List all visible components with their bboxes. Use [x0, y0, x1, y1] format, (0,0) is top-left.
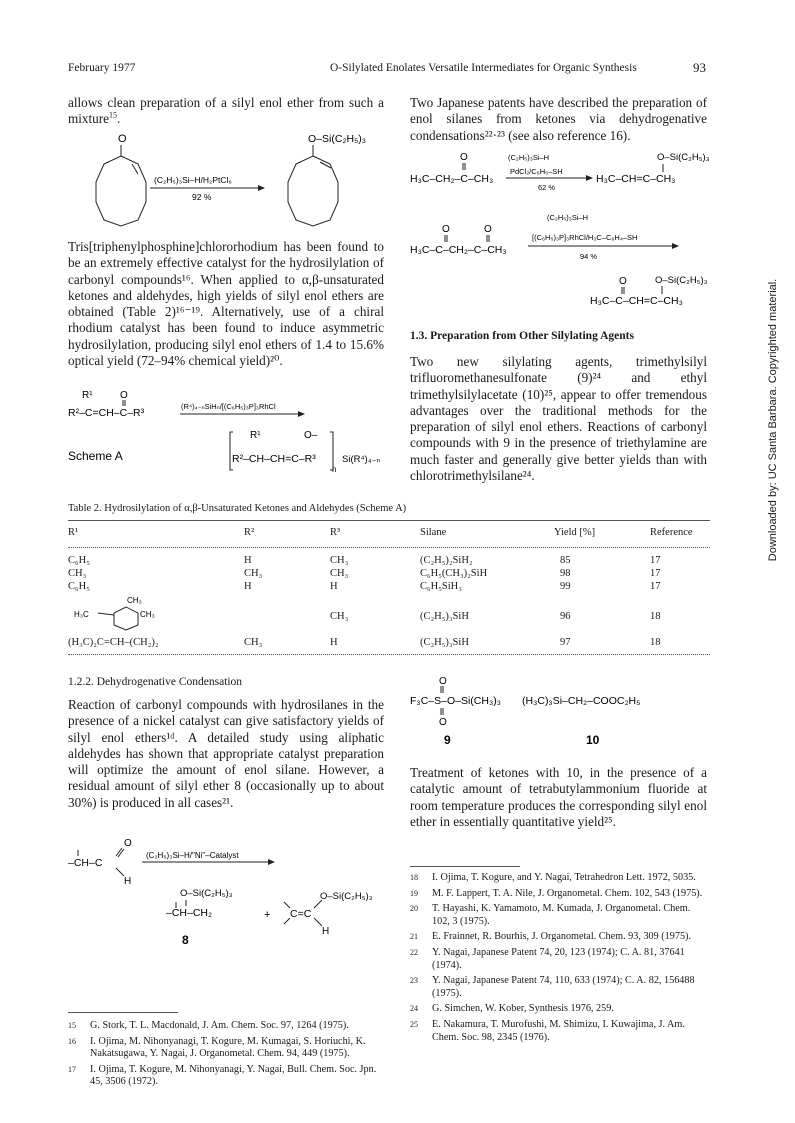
scheme-hydrosilylation-cyclic: [68, 128, 388, 238]
footnote: 25 E. Nakamura, T. Murofushi, M. Shimizu, I. Kuwajima, J. Am. Chem. Soc. 98, 2345 (1976).: [410, 1018, 685, 1043]
svg-text:O–Si(C₂H₅)₃: O–Si(C₂H₅)₃: [655, 275, 708, 286]
scheme-dehydrogenative-2: [410, 210, 710, 310]
svg-text:CH₃: CH₃: [127, 596, 142, 605]
footnote: 21 E. Frainnet, R. Bourhis, J. Organometal. Chem. 93, 309 (1975).: [410, 931, 692, 943]
left-paragraph-1: allows clean preparation of a silyl enol ether from such a mixture$^{15}$.: [68, 95, 384, 127]
svg-text:H₃C–CH₂–C–CH₃: H₃C–CH₂–C–CH₃: [410, 173, 494, 185]
svg-text:O: O: [124, 838, 132, 849]
section-heading-1-2-2: 1.2.2. Dehydrogenative Condensation: [68, 676, 243, 688]
footnote: 20 T. Hayashi, K. Yamamoto, M. Kumada, J. Organometal. Chem. 102, 3 (1975).: [410, 903, 691, 927]
left-paragraph-2: Tris[triphenylphosphine]chlororhodium has been found to be an extremely effective catalyst for the hydrosilylation of carbonyl compounds¹⁶. When applied to α,β-unsaturated ketones and aldehydes, high yields of silyl enol ethers are obtained (Table 2)¹⁶⁻¹⁹. Alternatively, use of a chiral rhodium catalyst has been found to induce asymmetric hydrosilylation, producing silyl enol ethers of 1.4 to 15.6% optical yield (72–94% chemical yield)²⁰.: [68, 239, 384, 369]
table-row: CH₃ (C₂H₅)₃SiH 96 18: [330, 611, 661, 622]
right-paragraph-2: Two new silylating agents, trimethylsilyl trifluoromethanesulfonate (9)²⁴ and ethyl trimethylsilylacetate (10)²⁵, appear to offer tremendous advantages over the traditional methods for the preparation of silyl enol ethers. Reactions of carbonyl compounds with 9 in the presence of triethylamine are much faster and generally give better yields than with chlorotrimethylsilane²⁴.: [410, 354, 707, 484]
svg-text:CH₃: CH₃: [140, 610, 155, 619]
running-date: February 1977: [68, 62, 136, 74]
svg-text:O: O: [439, 717, 447, 728]
svg-text:n: n: [332, 465, 337, 474]
svg-text:62 %: 62 %: [538, 183, 556, 192]
compound-8-label: 8: [182, 933, 189, 947]
svg-text:O: O: [439, 676, 447, 687]
svg-text:R¹: R¹: [250, 430, 261, 441]
svg-text:R²–C=CH–C–R³: R²–C=CH–C–R³: [68, 407, 145, 419]
table-caption: Table 2. Hydrosilylation of α,β-Unsaturated Ketones and Aldehydes (Scheme A): [68, 503, 407, 514]
svg-text:H: H: [124, 876, 132, 887]
svg-text:O–: O–: [304, 430, 318, 441]
svg-text:R¹: R¹: [82, 390, 93, 401]
svg-text:(C₂H₅)₃Si–H/H₂PtCl₆: (C₂H₅)₃Si–H/H₂PtCl₆: [154, 175, 232, 185]
footnote: 18 I. Ojima, T. Kogure, and Y. Nagai, Tetrahedron Lett. 1972, 5035.: [410, 872, 696, 883]
scheme-a: [68, 388, 388, 478]
table-2: [68, 527, 710, 667]
svg-text:H₃C: H₃C: [74, 610, 89, 619]
svg-text:R²–CH–CH=C–R³: R²–CH–CH=C–R³: [232, 453, 316, 465]
footnote: 17 I. Ojima, T. Kogure, M. Nihonyanagi, Y. Nagai, Bull. Chem. Soc. Jpn. 45, 3506 (1972).: [68, 1063, 377, 1088]
scheme-a-label: Scheme A: [68, 449, 123, 463]
svg-text:O: O: [619, 276, 627, 287]
compound-9-label: 9: [444, 733, 451, 746]
left-paragraph-3: Reaction of carbonyl compounds with hydrosilanes in the presence of a nickel catalyst can give satisfactory yields of silyl enol ethers¹ᵈ. A detailed study using aliphatic aldehydes has shown that appropriate catalyst preparation will optimize the amount of enol silane. However, a residual amount of silyl ether 8 (occasionally up to about 30%) is produced in all cases²¹.: [68, 697, 384, 810]
footnote: 24 G. Simchen, W. Kober, Synthesis 1976, 259.: [410, 1003, 614, 1015]
svg-text:–CH–CH₂: –CH–CH₂: [166, 907, 213, 919]
svg-text:F₃C–S–O–Si(CH₃)₃: F₃C–S–O–Si(CH₃)₃: [410, 695, 502, 707]
svg-text:–CH–C: –CH–C: [68, 857, 103, 869]
section-heading-1-3: 1.3. Preparation from Other Silylating Agents: [410, 330, 634, 342]
svg-text:[(C₆H₅)₃P]₃RhCl/H₃C–C₆H₄–SH: [(C₆H₅)₃P]₃RhCl/H₃C–C₆H₄–SH: [532, 233, 638, 242]
compounds-9-10: [410, 674, 710, 746]
svg-text:94 %: 94 %: [580, 252, 598, 261]
table-row: (H₃C)₂C=CH–(CH₂)₂ CH₃ H (C₂H₅)₃SiH 97 18: [68, 637, 661, 648]
scheme-dehydrogenative-1: [410, 150, 710, 198]
table-row: C₆H₅ H H C₆H₅SiH₃ 99 17: [68, 581, 661, 592]
footnotes-right: [410, 872, 707, 1047]
svg-text:(R⁴)₄₋ₙSiHₙ/[(C₆H₅)₃P]₃RhCl: (R⁴)₄₋ₙSiHₙ/[(C₆H₅)₃P]₃RhCl: [181, 402, 276, 411]
footnote: 16 I. Ojima, M. Nihonyanagi, T. Kogure, M. Kumagai, S. Horiuchi, K. Nakatsugawa, Y. Nagai, J. Organometal. Chem. 94, 449 (1975).: [68, 1035, 366, 1060]
svg-text:O–Si(C₂H₅)₃: O–Si(C₂H₅)₃: [308, 133, 367, 145]
svg-text:+: +: [264, 909, 271, 921]
scheme-nickel-hydrosilylation: [68, 836, 388, 960]
right-paragraph-3: Treatment of ketones with 10, in the presence of a catalytic amount of tetrabutylammonium fluoride at room temperature produces the corresponding silyl enol ether in essentially quantitative yield²⁵.: [410, 765, 707, 829]
svg-text:(C₂H₅)₃Si–H/"Ni"–Catalyst: (C₂H₅)₃Si–H/"Ni"–Catalyst: [146, 851, 239, 860]
svg-text:O–Si(C₂H₅)₃: O–Si(C₂H₅)₃: [657, 152, 710, 163]
table-row: CH₃ CH₃ CH₃ C₆H₅(CH₃)₂SiH 98 17: [68, 568, 661, 579]
table-header-row: R¹ R² R³ Silane Yield [%] Reference: [68, 527, 693, 538]
svg-text:(H₃C)₃Si–CH₂–COOC₂H₅: (H₃C)₃Si–CH₂–COOC₂H₅: [522, 695, 641, 707]
page-number: 93: [693, 60, 706, 75]
svg-text:H₃C–CH=C–CH₃: H₃C–CH=C–CH₃: [596, 173, 676, 185]
download-watermark: Downloaded by: UC Santa Barbara. Copyrighted material.: [767, 278, 779, 562]
svg-text:O: O: [460, 152, 468, 163]
svg-text:H: H: [322, 926, 330, 937]
svg-text:H₃C–C–CH=C–CH₃: H₃C–C–CH=C–CH₃: [590, 295, 683, 307]
footnote: 23 Y. Nagai, Japanese Patent 74, 110, 633 (1974); C. A. 82, 156488 (1975).: [410, 975, 695, 999]
compound-10-label: 10: [586, 733, 600, 746]
svg-text:(C₂H₅)₃Si–H: (C₂H₅)₃Si–H: [547, 213, 589, 222]
footnotes-left: [68, 1020, 384, 1092]
svg-text:PdCl₂/C₆H₅–SH: PdCl₂/C₆H₅–SH: [510, 167, 563, 176]
running-title: O-Silylated Enolates Versatile Intermediates for Organic Synthesis: [330, 62, 637, 74]
svg-text:O: O: [442, 224, 450, 235]
svg-text:O–Si(C₂H₅)₃: O–Si(C₂H₅)₃: [320, 891, 373, 902]
svg-text:O: O: [118, 133, 127, 145]
right-paragraph-1: Two Japanese patents have described the preparation of enol silanes from ketones via dehydrogenative condensations²²·²³ (see also reference 16).: [410, 95, 707, 143]
svg-text:H₃C–C–CH₂–C–CH₃: H₃C–C–CH₂–C–CH₃: [410, 244, 507, 256]
footnote: 22 Y. Nagai, Japanese Patent 74, 20, 123 (1974); C. A. 81, 37641 (1974).: [410, 946, 685, 971]
svg-text:Si(R⁴)₄₋ₙ: Si(R⁴)₄₋ₙ: [342, 454, 381, 465]
svg-text:(C₂H₅)₃Si–H: (C₂H₅)₃Si–H: [508, 153, 550, 162]
svg-text:92 %: 92 %: [192, 192, 212, 202]
svg-text:O: O: [120, 390, 128, 401]
footnote: 19 M. F. Lappert, T. A. Nile, J. Organometal. Chem. 102, 543 (1975).: [410, 887, 703, 899]
svg-text:C=C: C=C: [290, 908, 312, 920]
table-row: C₆H₅ H CH₃ (C₂H₅)₂SiH₂ 85 17: [68, 555, 661, 566]
footnote: 15 G. Stork, T. L. Macdonald, J. Am. Chem. Soc. 97, 1264 (1975).: [68, 1020, 349, 1031]
svg-text:O–Si(C₂H₅)₃: O–Si(C₂H₅)₃: [180, 888, 233, 899]
svg-text:O: O: [484, 224, 492, 235]
